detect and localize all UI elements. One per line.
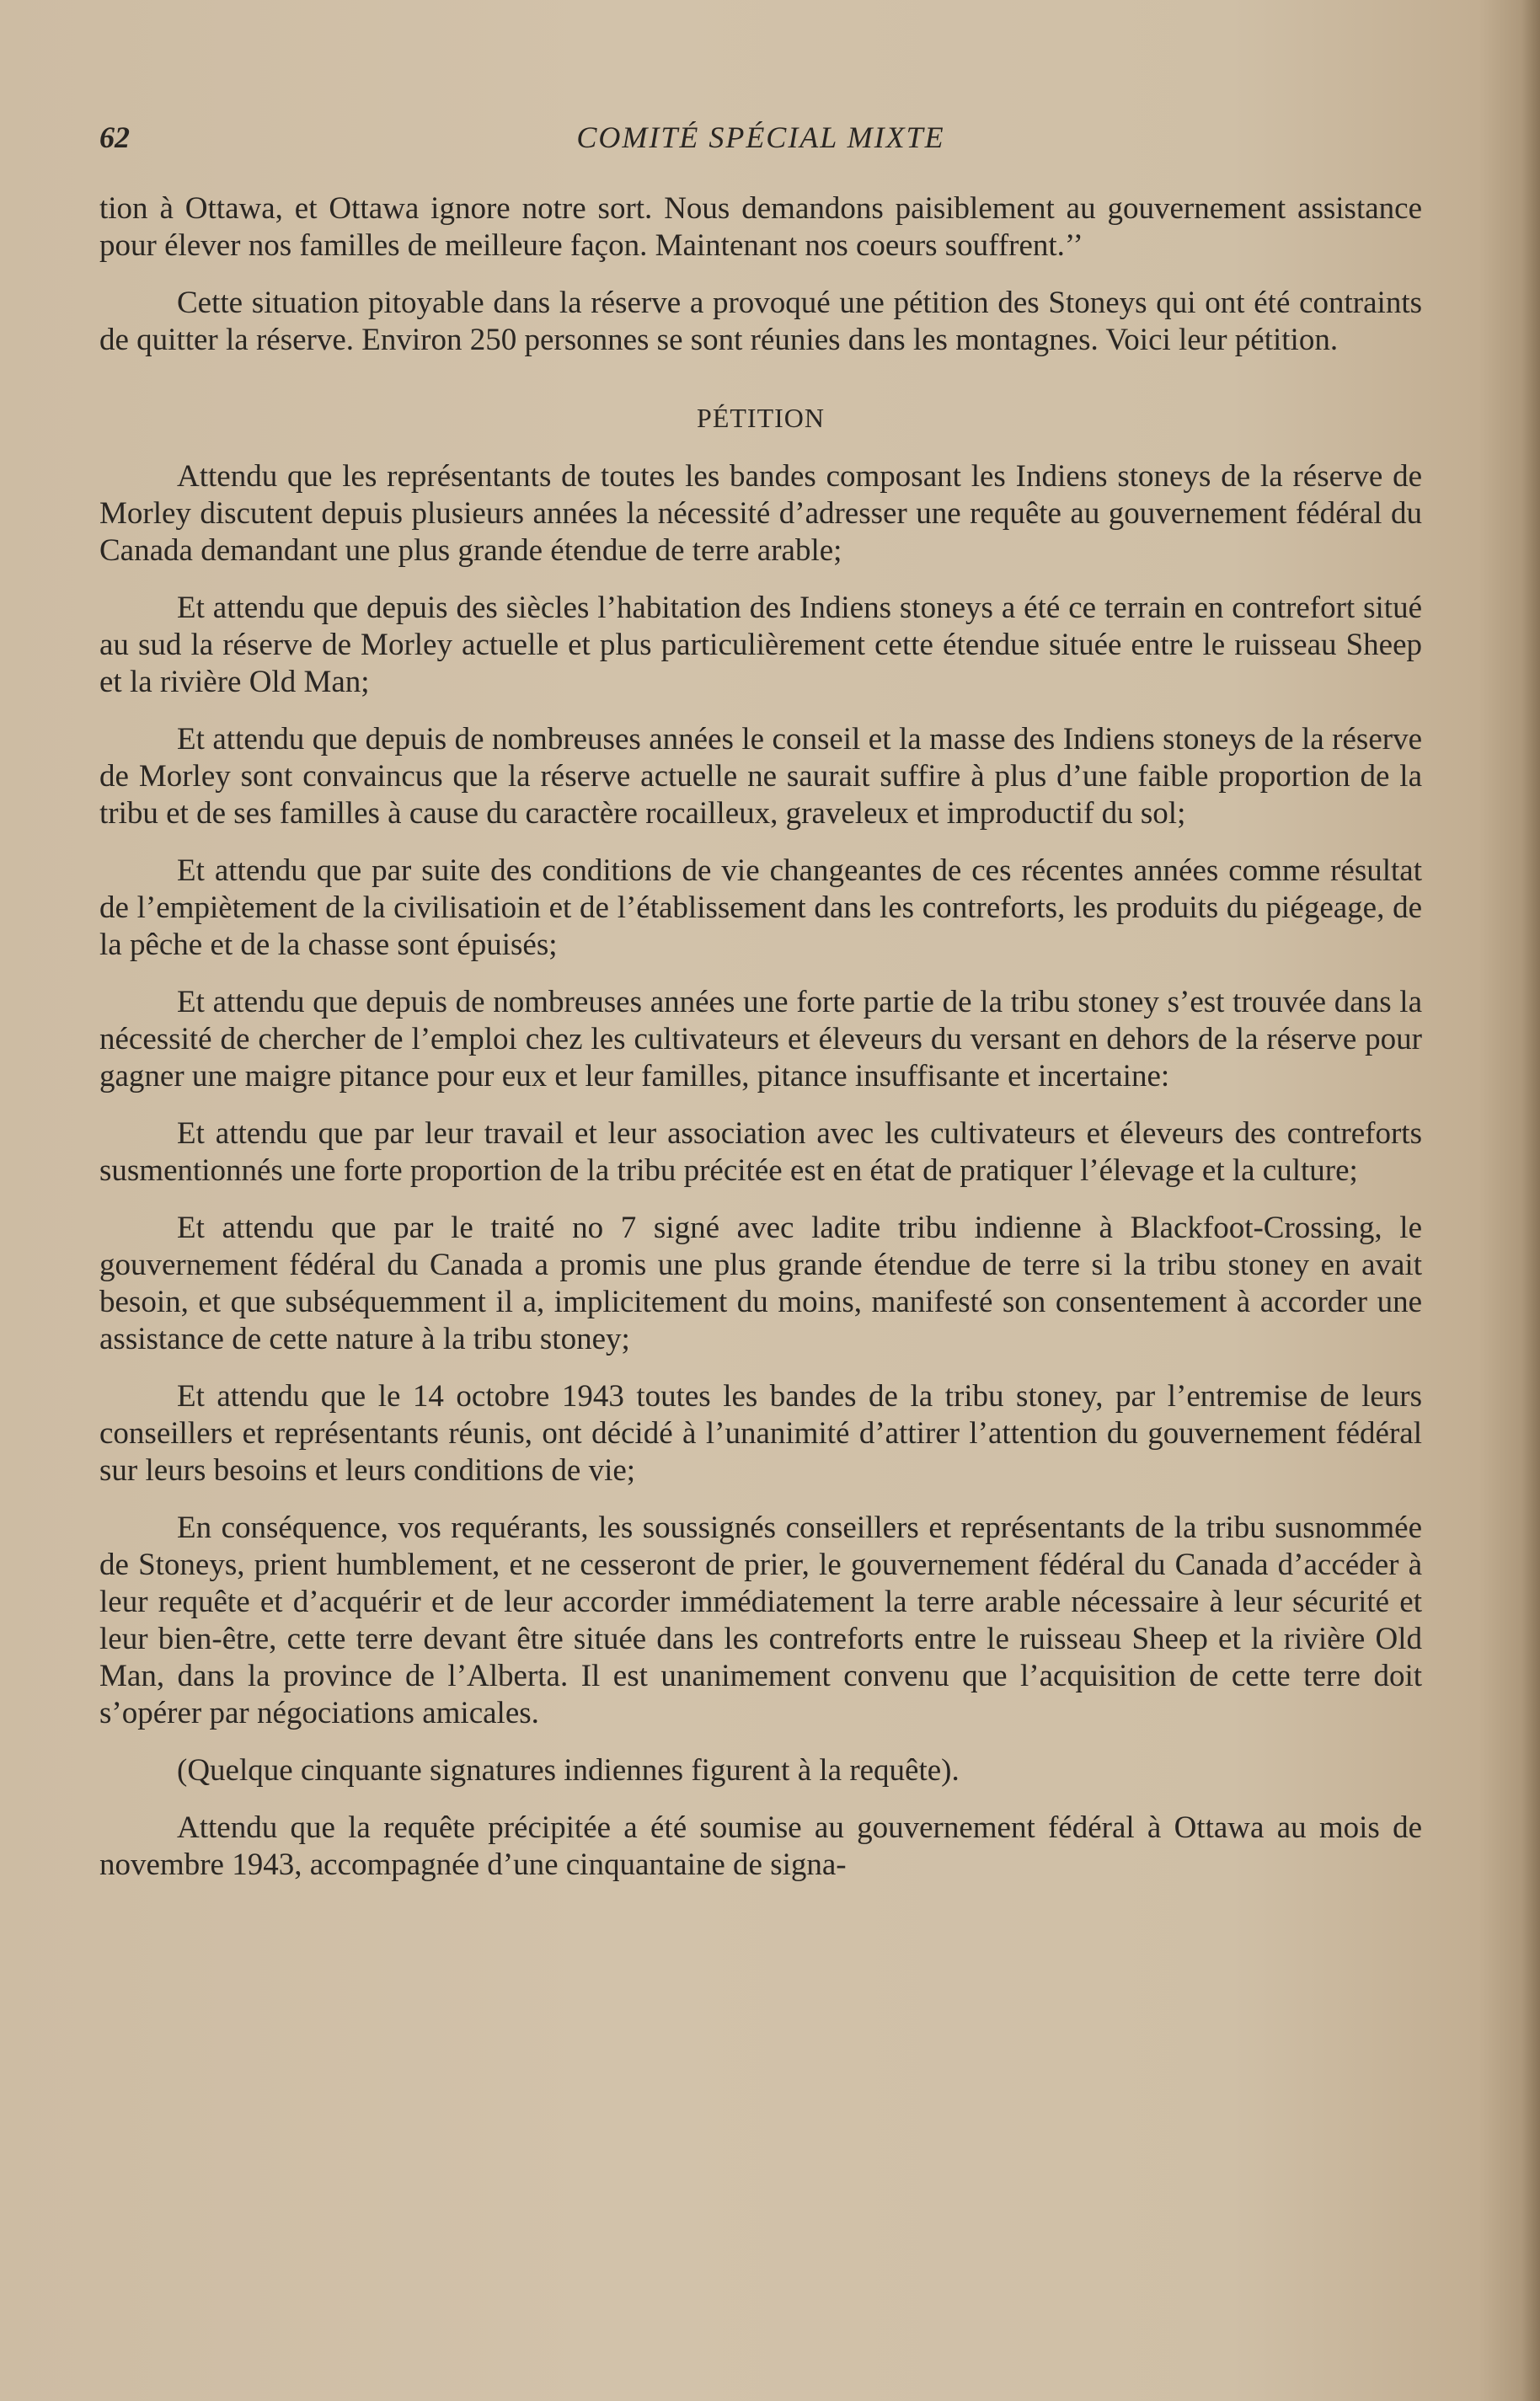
petition-paragraph: Et attendu que depuis de nombreuses années une forte partie de la tribu stoney s’est trouvée dans la nécessité de chercher de l’emploi chez les cultivateurs et éleveurs du versant en dehors de la réserve pour gagner une maigre pitance pour eux et leur familles, pitance insuffisante et incertaine:: [99, 985, 1422, 1094]
running-head: COMITÉ SPÉCIAL MIXTE: [576, 120, 945, 154]
petition-paragraph: Et attendu que par le traité no 7 signé avec ladite tribu indienne à Blackfoot-Crossing, le gouvernement fédéral du Canada a promis une plus grande étendue de terre si la tribu stoney en avait besoin, et que subséquemment il a, implicitement du moins, manifesté son consentement à accorder une assistance de cette nature à la tribu stoney;: [99, 1211, 1422, 1356]
petition-paragraph: Attendu que les représentants de toutes les bandes composant les Indiens stoneys de la réserve de Morley discutent depuis plusieurs années la nécessité d’adresser une requête au gouvernement fédéral du Canada demandant une plus grande étendue de terre arable;: [99, 459, 1422, 568]
page-edge-shadow: [1521, 0, 1540, 2401]
paragraph: Attendu que la requête précipitée a été soumise au gouvernement fédéral à Ottawa au mois de novembre 1943, accompagnée d’une cinquantaine de signa-: [99, 1810, 1422, 1882]
petition-paragraph: Et attendu que le 14 octobre 1943 toutes les bandes de la tribu stoney, par l’entremise de leurs conseillers et représentants réunis, ont décidé à l’unanimité d’attirer l’attention du gouvernement fédéral sur leurs besoins et leurs conditions de vie;: [99, 1379, 1422, 1488]
petition-paragraph: Et attendu que par leur travail et leur association avec les cultivateurs et éleveurs des contreforts susmentionnés une forte proportion de la tribu précitée est en état de pratiquer l’élevage et la culture;: [99, 1116, 1422, 1188]
petition-paragraph: Et attendu que depuis de nombreuses années le conseil et la masse des Indiens stoneys de la réserve de Morley sont convaincus que la réserve actuelle ne saurait suffire à plus d’une faible proportion de la tribu et de ses familles à cause du caractère rocailleux, graveleux et improductif du sol;: [99, 722, 1422, 831]
page-number: 62: [99, 120, 130, 154]
paragraph-continuation: tion à Ottawa, et Ottawa ignore notre sort. Nous demandons paisiblement au gouvernement assistance pour élever nos familles de meilleure façon. Maintenant nos coeurs souffrent.’’: [99, 191, 1422, 263]
paragraph: Cette situation pitoyable dans la réserve a provoqué une pétition des Stoneys qui ont été contraints de quitter la réserve. Environ 250 personnes se sont réunies dans les montagnes. Voici leur pétition.: [99, 286, 1422, 357]
petition-paragraph: Et attendu que par suite des conditions de vie changeantes de ces récentes années comme résultat de l’empiètement de la civilisatioin et de l’établissement dans les contreforts, les produits du piégeage, de la pêche et de la chasse sont épuisés;: [99, 853, 1422, 962]
section-heading: PÉTITION: [697, 403, 825, 433]
document-body: [99, 190, 1422, 1904]
petition-paragraph: En conséquence, vos requérants, les soussignés conseillers et représentants de la tribu susnommée de Stoneys, prient humblement, et ne cesseront de prier, le gouvernement fédéral du Canada d’accéder à leur requête et d’acquérir et de leur accorder immédiatement la terre arable nécessaire à leur sécurité et leur bien-être, cette terre devant être située dans les contreforts entre le ruisseau Sheep et la rivière Old Man, dans la province de l’Alberta. Il est unanimement convenu que l’acquisition de cette terre doit s’opérer par négociations amicales.: [99, 1511, 1422, 1730]
petition-paragraph: Et attendu que depuis des siècles l’habitation des Indiens stoneys a été ce terrain en contrefort situé au sud la réserve de Morley actuelle et plus particulièrement cette étendue située entre le ruisseau Sheep et la rivière Old Man;: [99, 591, 1422, 699]
page-header: [99, 120, 1422, 162]
signatures-note: (Quelque cinquante signatures indiennes figurent à la requête).: [177, 1753, 960, 1788]
